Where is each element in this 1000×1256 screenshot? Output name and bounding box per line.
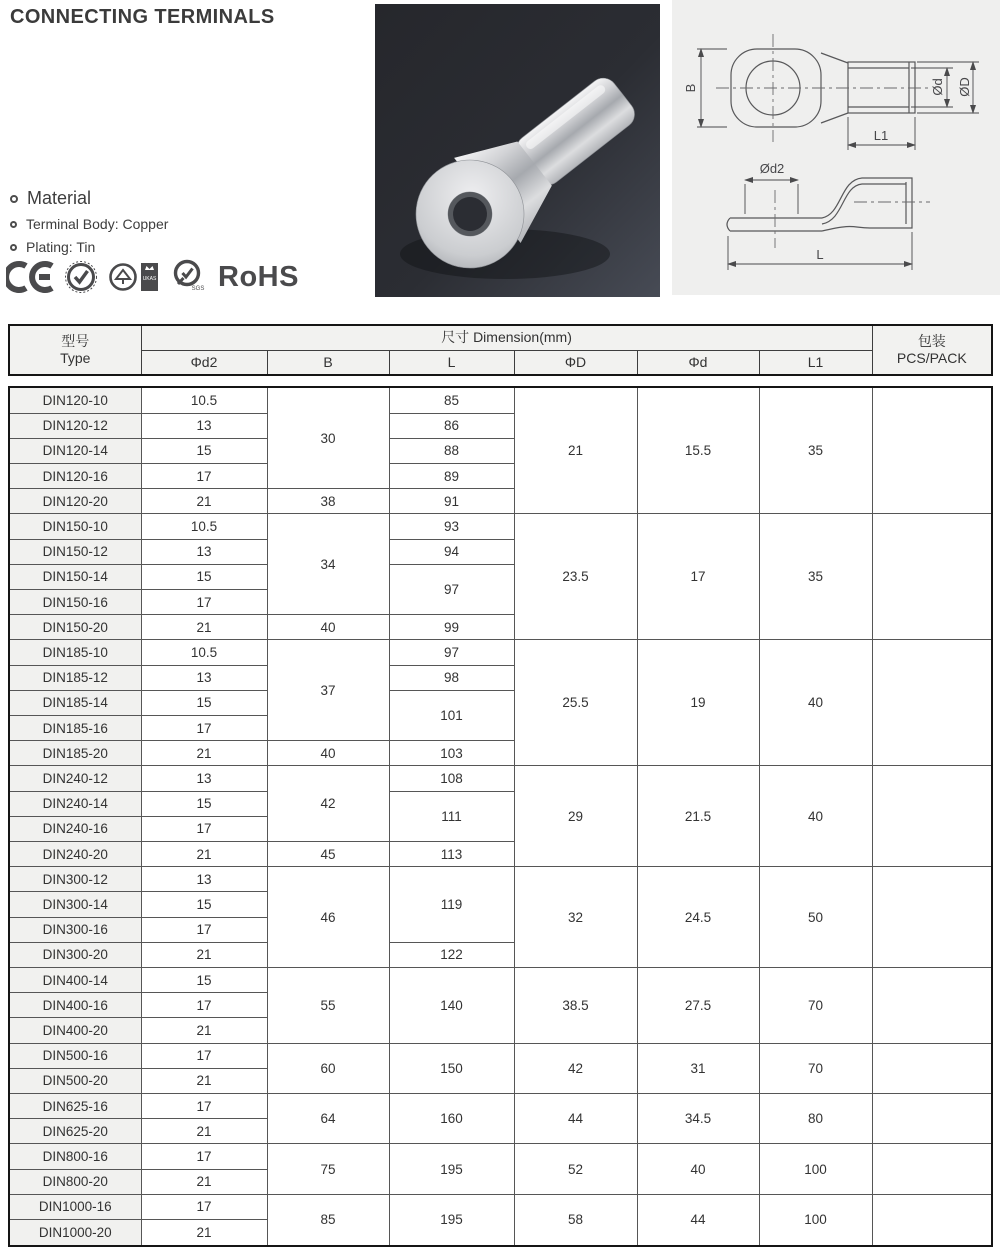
dim-cell: 100 xyxy=(759,1194,872,1246)
dim-cell: 21 xyxy=(141,1169,267,1194)
dim-cell: 80 xyxy=(759,1093,872,1143)
type-cell: DIN400-16 xyxy=(9,993,141,1018)
dim-cell: 64 xyxy=(267,1093,389,1143)
dim-label-oD: ØD xyxy=(957,77,972,97)
dim-cell: 13 xyxy=(141,539,267,564)
page-title: CONNECTING TERMINALS xyxy=(10,6,275,28)
table-row xyxy=(9,1093,992,1118)
dim-cell: 25.5 xyxy=(514,640,637,766)
dim-cell: 103 xyxy=(389,741,514,766)
dim-cell: 15 xyxy=(141,791,267,816)
header-col-phid: Φd xyxy=(637,350,759,375)
dim-cell: 17 xyxy=(141,917,267,942)
dim-cell: 40 xyxy=(637,1144,759,1194)
dim-cell: 21 xyxy=(141,1018,267,1043)
dim-cell: 13 xyxy=(141,766,267,791)
table-row xyxy=(9,1043,992,1068)
dim-cell: 93 xyxy=(389,514,514,539)
technical-drawing xyxy=(672,0,1000,295)
dim-cell: 30 xyxy=(267,387,389,489)
table-row xyxy=(9,640,992,665)
dim-cell: 21 xyxy=(141,1119,267,1144)
dim-cell: 15 xyxy=(141,438,267,463)
header-col-l: L xyxy=(389,350,514,375)
dim-cell: 17 xyxy=(637,514,759,640)
type-cell: DIN240-16 xyxy=(9,816,141,841)
dim-label-L1: L1 xyxy=(873,128,889,143)
dim-cell: 15 xyxy=(141,892,267,917)
type-cell: DIN800-16 xyxy=(9,1144,141,1169)
table-row xyxy=(9,387,992,413)
table-row xyxy=(9,514,992,539)
dim-cell: 50 xyxy=(759,867,872,968)
dim-cell: 40 xyxy=(267,615,389,640)
dim-cell: 13 xyxy=(141,665,267,690)
dim-cell: 70 xyxy=(759,1043,872,1093)
certification-logos xyxy=(6,257,299,297)
dim-cell: 17 xyxy=(141,1043,267,1068)
dim-cell: 13 xyxy=(141,867,267,892)
dim-cell xyxy=(872,1144,992,1194)
type-cell: DIN120-20 xyxy=(9,489,141,514)
type-cell: DIN300-20 xyxy=(9,942,141,967)
rohs-label: RoHS xyxy=(218,260,299,293)
table-row xyxy=(9,766,992,791)
bullet-icon xyxy=(10,221,17,228)
dim-cell: 86 xyxy=(389,413,514,438)
dim-cell: 42 xyxy=(267,766,389,842)
iso-ukas-badge-icon xyxy=(108,260,160,294)
dim-cell: 21 xyxy=(514,387,637,514)
dim-cell: 15 xyxy=(141,690,267,715)
dim-cell: 29 xyxy=(514,766,637,867)
dim-cell: 98 xyxy=(389,665,514,690)
type-cell: DIN120-12 xyxy=(9,413,141,438)
dim-cell: 34 xyxy=(267,514,389,615)
dim-cell: 32 xyxy=(514,867,637,968)
dim-label-L: L xyxy=(816,247,824,262)
dim-cell: 34.5 xyxy=(637,1093,759,1143)
dim-cell: 97 xyxy=(389,640,514,665)
dim-cell: 45 xyxy=(267,841,389,866)
dim-cell: 160 xyxy=(389,1093,514,1143)
dim-cell: 35 xyxy=(759,514,872,640)
type-cell: DIN185-16 xyxy=(9,715,141,740)
dim-cell: 100 xyxy=(759,1144,872,1194)
type-cell: DIN1000-20 xyxy=(9,1220,141,1247)
sgs-label: SGS xyxy=(191,286,205,292)
bullet-icon xyxy=(10,195,18,203)
ce-mark-icon xyxy=(6,260,54,294)
header-col-b: B xyxy=(267,350,389,375)
dim-cell: 150 xyxy=(389,1043,514,1093)
dim-cell: 15 xyxy=(141,967,267,992)
type-cell: DIN150-20 xyxy=(9,615,141,640)
dim-cell: 21 xyxy=(141,942,267,967)
dim-label-od: Ød xyxy=(930,78,945,96)
dim-cell: 111 xyxy=(389,791,514,841)
dim-cell: 23.5 xyxy=(514,514,637,640)
dim-cell: 17 xyxy=(141,715,267,740)
dim-cell: 89 xyxy=(389,463,514,488)
type-cell: DIN240-20 xyxy=(9,841,141,866)
table-row xyxy=(9,1144,992,1169)
dim-cell: 24.5 xyxy=(637,867,759,968)
type-cell: DIN400-14 xyxy=(9,967,141,992)
type-cell: DIN625-16 xyxy=(9,1093,141,1118)
type-cell: DIN150-12 xyxy=(9,539,141,564)
type-cell: DIN800-20 xyxy=(9,1169,141,1194)
dim-cell xyxy=(872,514,992,640)
dim-cell: 17 xyxy=(141,1194,267,1219)
dim-cell: 52 xyxy=(514,1144,637,1194)
dim-cell: 75 xyxy=(267,1144,389,1194)
dim-cell: 60 xyxy=(267,1043,389,1093)
dim-cell: 85 xyxy=(267,1194,389,1246)
dim-cell xyxy=(872,967,992,1043)
spec-table-body xyxy=(8,386,993,1247)
dim-cell: 108 xyxy=(389,766,514,791)
dim-cell: 15.5 xyxy=(637,387,759,514)
dim-cell: 37 xyxy=(267,640,389,741)
dim-cell xyxy=(872,867,992,968)
dim-cell: 140 xyxy=(389,967,514,1043)
dim-cell: 21 xyxy=(141,1068,267,1093)
dim-cell: 17 xyxy=(141,1144,267,1169)
dim-cell: 21 xyxy=(141,741,267,766)
dim-cell: 21.5 xyxy=(637,766,759,867)
table-row xyxy=(9,967,992,992)
type-cell: DIN625-20 xyxy=(9,1119,141,1144)
dim-cell: 97 xyxy=(389,564,514,614)
material-item-row xyxy=(10,239,168,255)
dim-cell: 122 xyxy=(389,942,514,967)
header-type-cn: 型号 xyxy=(61,332,90,349)
dimension-diagram xyxy=(672,0,1000,295)
dim-cell: 46 xyxy=(267,867,389,968)
dim-cell: 17 xyxy=(141,463,267,488)
dim-cell: 10.5 xyxy=(141,387,267,413)
dim-label-B: B xyxy=(683,83,698,93)
sgs-badge-icon xyxy=(171,259,207,295)
dim-label-od2: Ød2 xyxy=(759,161,785,176)
terminal-lug-photo xyxy=(375,4,660,297)
type-cell: DIN240-12 xyxy=(9,766,141,791)
type-cell: DIN150-14 xyxy=(9,564,141,589)
dim-cell: 195 xyxy=(389,1194,514,1246)
type-cell: DIN120-10 xyxy=(9,387,141,413)
dim-cell xyxy=(872,1093,992,1143)
quality-check-badge-icon xyxy=(65,260,97,294)
material-heading: Material xyxy=(27,188,92,208)
type-cell: DIN185-14 xyxy=(9,690,141,715)
header-type xyxy=(9,325,141,375)
dim-cell: 42 xyxy=(514,1043,637,1093)
header-dimension: 尺寸 Dimension(mm) xyxy=(141,325,872,350)
dim-cell: 88 xyxy=(389,438,514,463)
dim-cell: 58 xyxy=(514,1194,637,1246)
dim-cell: 40 xyxy=(267,741,389,766)
dim-cell: 17 xyxy=(141,993,267,1018)
material-section xyxy=(10,188,168,262)
dim-cell: 21 xyxy=(141,1220,267,1247)
dim-cell: 27.5 xyxy=(637,967,759,1043)
dim-cell: 10.5 xyxy=(141,514,267,539)
dim-cell: 91 xyxy=(389,489,514,514)
type-cell: DIN185-10 xyxy=(9,640,141,665)
type-cell: DIN120-16 xyxy=(9,463,141,488)
dim-cell: 40 xyxy=(759,640,872,766)
dim-cell: 99 xyxy=(389,615,514,640)
type-cell: DIN500-16 xyxy=(9,1043,141,1068)
type-cell: DIN400-20 xyxy=(9,1018,141,1043)
dim-cell: 38 xyxy=(267,489,389,514)
table-row xyxy=(9,1194,992,1219)
dim-cell: 10.5 xyxy=(141,640,267,665)
dim-cell: 13 xyxy=(141,413,267,438)
type-cell: DIN150-16 xyxy=(9,589,141,614)
dim-cell: 17 xyxy=(141,1093,267,1118)
type-cell: DIN120-14 xyxy=(9,438,141,463)
dim-cell xyxy=(872,766,992,867)
dim-cell: 55 xyxy=(267,967,389,1043)
type-cell: DIN300-16 xyxy=(9,917,141,942)
dim-cell xyxy=(872,640,992,766)
type-cell: DIN300-14 xyxy=(9,892,141,917)
dim-cell: 21 xyxy=(141,841,267,866)
spec-table-header xyxy=(8,324,993,376)
dim-cell: 195 xyxy=(389,1144,514,1194)
dim-cell: 119 xyxy=(389,867,514,943)
header-col-l1: L1 xyxy=(759,350,872,375)
table-row xyxy=(9,867,992,892)
dim-cell: 17 xyxy=(141,816,267,841)
dim-cell: 35 xyxy=(759,387,872,514)
header-pack xyxy=(872,325,992,375)
dim-cell: 70 xyxy=(759,967,872,1043)
dim-cell: 44 xyxy=(637,1194,759,1246)
dim-cell xyxy=(872,1194,992,1246)
header-type-en: Type xyxy=(60,350,91,366)
dim-cell: 15 xyxy=(141,564,267,589)
dim-cell: 85 xyxy=(389,387,514,413)
material-item: Terminal Body: Copper xyxy=(26,216,169,232)
dim-cell: 38.5 xyxy=(514,967,637,1043)
type-cell: DIN300-12 xyxy=(9,867,141,892)
dim-cell: 101 xyxy=(389,690,514,740)
material-item-row xyxy=(10,216,168,232)
material-heading-row xyxy=(10,188,168,209)
dim-cell: 19 xyxy=(637,640,759,766)
material-item: Plating: Tin xyxy=(26,239,96,255)
dim-cell: 17 xyxy=(141,589,267,614)
header-pack-cn: 包装 xyxy=(917,332,946,349)
type-cell: DIN185-20 xyxy=(9,741,141,766)
dim-cell: 44 xyxy=(514,1093,637,1143)
dim-cell xyxy=(872,387,992,514)
dim-cell: 113 xyxy=(389,841,514,866)
dim-cell: 21 xyxy=(141,489,267,514)
header-col-phid2: Φd2 xyxy=(141,350,267,375)
dim-cell xyxy=(872,1043,992,1093)
dim-cell: 94 xyxy=(389,539,514,564)
dim-cell: 21 xyxy=(141,615,267,640)
dim-cell: 40 xyxy=(759,766,872,867)
header-col-phiD: ΦD xyxy=(514,350,637,375)
type-cell: DIN185-12 xyxy=(9,665,141,690)
bullet-icon xyxy=(10,244,17,251)
dim-cell: 31 xyxy=(637,1043,759,1093)
ukas-label: UKAS xyxy=(142,276,157,282)
type-cell: DIN240-14 xyxy=(9,791,141,816)
product-photo xyxy=(375,4,660,297)
type-cell: DIN1000-16 xyxy=(9,1194,141,1219)
type-cell: DIN150-10 xyxy=(9,514,141,539)
header-pack-en: PCS/PACK xyxy=(896,350,967,366)
type-cell: DIN500-20 xyxy=(9,1068,141,1093)
